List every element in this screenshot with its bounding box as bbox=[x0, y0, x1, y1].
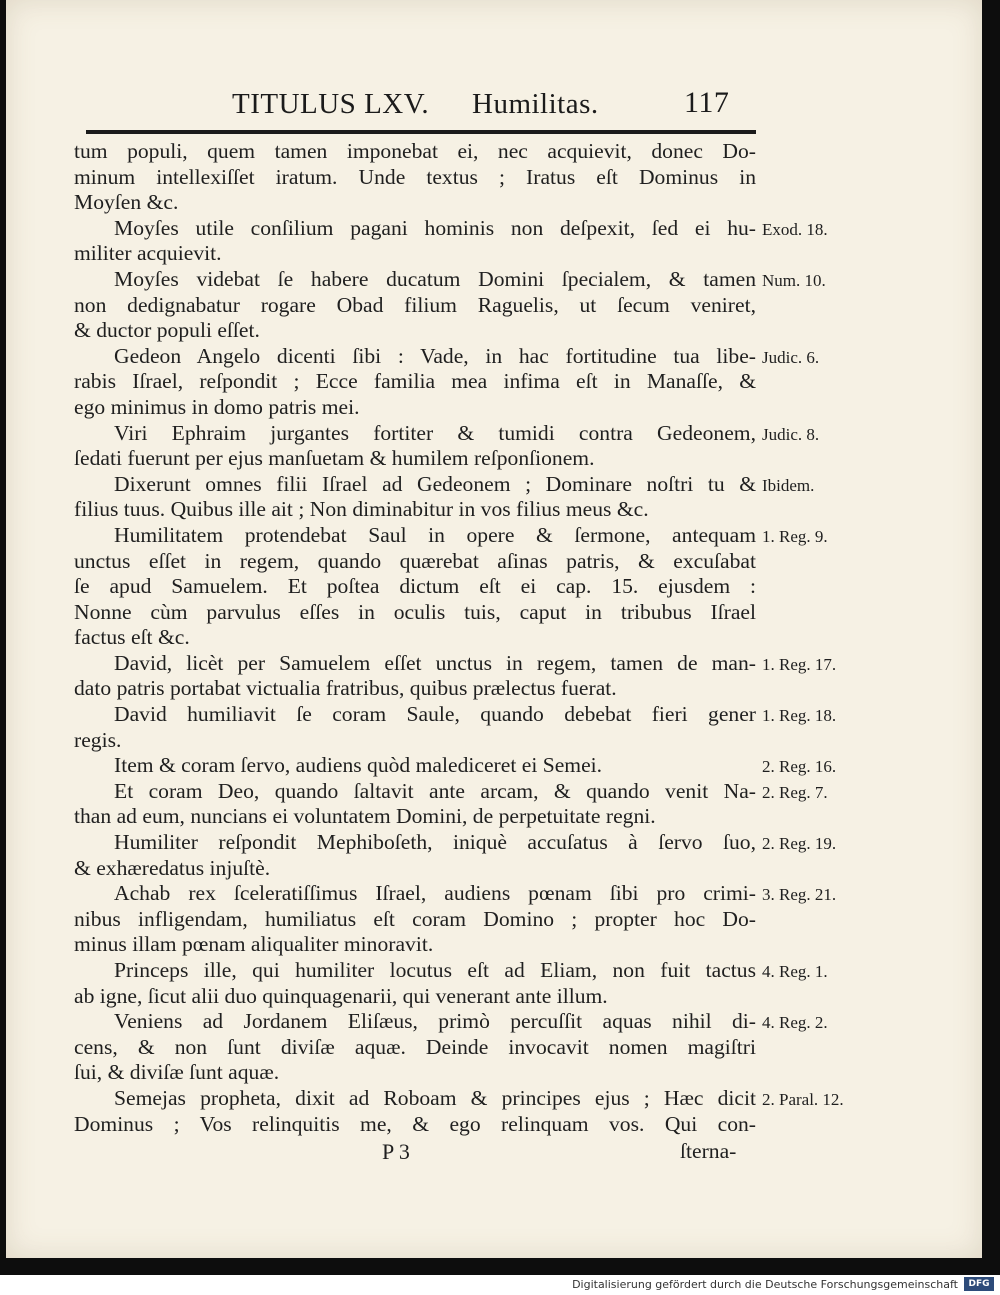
text-line: David humiliavit ſe coram Saule, quando debebat fieri gener bbox=[114, 702, 756, 727]
margin-reference: 1. Reg. 9. bbox=[762, 527, 828, 546]
margin-reference: 2. Reg. 16. bbox=[762, 757, 837, 777]
signature-mark: P 3 bbox=[382, 1139, 410, 1164]
main-text-block bbox=[74, 139, 756, 1137]
text-line: ego minimus in domo patris mei. bbox=[74, 394, 360, 419]
text-line: ſui, & diviſæ ſunt aquæ. bbox=[74, 1060, 280, 1085]
text-line: & exhæredatus injuſtè. bbox=[74, 855, 271, 880]
footer-credit: Digitalisierung gefördert durch die Deutsche Forschungsgemeinschaft bbox=[572, 1278, 958, 1291]
text-line: nibus infligendam, humiliatus eſt coram Domino ; propter hoc Do- bbox=[74, 906, 756, 931]
text-line: Achab rex ſceleratiſſimus Iſrael, audiens pœnam ſibi pro crimi- bbox=[114, 881, 756, 906]
text-line: ab igne, ſicut alii duo quinquagenarii, qui venerant ante illum. bbox=[74, 983, 608, 1008]
margin-reference: Num. 10. bbox=[762, 271, 826, 290]
text-line: factus eſt &c. bbox=[74, 625, 190, 650]
text-line: Moyſes videbat ſe habere ducatum Domini ſpecialem, & tamen bbox=[114, 266, 756, 291]
text-line: tum populi, quem tamen imponebat ei, nec acquievit, donec Do- bbox=[74, 139, 756, 163]
text-line: Nonne cùm parvulus eſſes in oculis tuis, caput in tribubus Iſrael bbox=[74, 599, 756, 624]
text-line: unctus eſſet in regem, quando quærebat aſinas patris, & excuſabat bbox=[74, 548, 756, 573]
page-number: 117 bbox=[684, 86, 730, 119]
margin-reference: 3. Reg. 21. bbox=[762, 885, 837, 905]
text-line: Dixerunt omnes filii Iſrael ad Gedeonem ; Dominare noſtri tu & bbox=[114, 471, 756, 496]
text-line: Dominus ; Vos relinquitis me, & ego relinquam vos. Qui con- bbox=[74, 1111, 756, 1136]
text-line: minum intellexiſſet iratum. Unde textus ; Iratus eſt Dominus in bbox=[74, 164, 756, 189]
text-line: ſe apud Samuelem. Et poſtea dictum eſt ei cap. 15. ejusdem : bbox=[74, 574, 756, 599]
text-line: & ductor populi eſſet. bbox=[74, 318, 260, 343]
text-line: Moyſen &c. bbox=[74, 190, 179, 215]
margin-reference: 2. Reg. 19. bbox=[762, 834, 837, 854]
text-line: minus illam pœnam aliqualiter minoravit. bbox=[74, 932, 434, 957]
text-line: Veniens ad Jordanem Eliſæus, primò percuſſit aquas nihil di- bbox=[114, 1009, 756, 1034]
text-line: Viri Ephraim jurgantes fortiter & tumidi contra Gedeonem, bbox=[114, 420, 756, 445]
margin-reference: Judic. 8. bbox=[762, 424, 820, 444]
text-line: Et coram Deo, quando ſaltavit ante arcam, & quando venit Na- bbox=[114, 778, 756, 803]
text-line: David, licèt per Samuelem eſſet unctus in regem, tamen de man- bbox=[114, 650, 756, 675]
margin-reference: 4. Reg. 1. bbox=[762, 962, 828, 982]
margin-reference: Judic. 6. bbox=[762, 347, 820, 367]
margin-reference: 2. Paral. 12. bbox=[762, 1090, 844, 1110]
margin-reference: 1. Reg. 18. bbox=[762, 706, 837, 726]
text-line: militer acquievit. bbox=[74, 241, 222, 266]
margin-reference: Exod. 18. bbox=[762, 219, 828, 239]
dfg-logo-icon: DFG bbox=[964, 1277, 994, 1291]
text-line: regis. bbox=[74, 727, 122, 752]
running-header bbox=[232, 86, 742, 126]
catchword: ſterna- bbox=[680, 1139, 737, 1163]
text-line: Princeps ille, qui humiliter locutus eſt ad Eliam, non fuit tactus bbox=[114, 958, 756, 982]
text-line: cens, & non ſunt diviſæ aquæ. Deinde invocavit nomen magiſtri bbox=[74, 1034, 756, 1059]
text-line: Item & coram ſervo, audiens quòd malediceret ei Semei. bbox=[114, 753, 603, 778]
text-line: dato patris portabat victualia fratribus, quibus prælectus fuerat. bbox=[74, 676, 617, 701]
text-line: than ad eum, nuncians ei voluntatem Domini, de perpetuitate regni. bbox=[74, 804, 656, 829]
digitization-footer bbox=[0, 1275, 1000, 1295]
text-line: Semejas propheta, dixit ad Roboam & principes ejus ; Hæc dicit bbox=[114, 1085, 756, 1110]
header-title: TITULUS LXV. bbox=[232, 88, 430, 120]
margin-reference: 2. Reg. 7. bbox=[762, 783, 828, 802]
text-line: filius tuus. Quibus ille ait ; Non diminabitur in vos filius meus &c. bbox=[74, 497, 649, 522]
text-line: Gedeon Angelo dicenti ſibi : Vade, in hac fortitudine tua libe- bbox=[114, 343, 756, 368]
margin-reference: 4. Reg. 2. bbox=[762, 1013, 828, 1033]
text-line: non dedignabatur rogare Obad filium Raguelis, ut ſecum veniret, bbox=[74, 292, 756, 317]
header-subject: Humilitas. bbox=[472, 88, 599, 120]
margin-reference: 1. Reg. 17. bbox=[762, 655, 837, 674]
text-line: ſedati fuerunt per ejus manſuetam & humilem reſponſionem. bbox=[74, 446, 595, 471]
text-line: Humilitatem protendebat Saul in opere & ſermone, antequam bbox=[114, 522, 756, 547]
text-line: Moyſes utile conſilium pagani hominis non deſpexit, ſed ei hu- bbox=[114, 215, 756, 240]
text-line: Humiliter reſpondit Mephiboſeth, iniquè accuſatus à ſervo ſuo, bbox=[114, 830, 756, 855]
header-rule bbox=[86, 130, 756, 134]
text-line: rabis Iſrael, reſpondit ; Ecce familia mea infima eſt in Manaſſe, & bbox=[74, 369, 756, 394]
margin-reference: Ibidem. bbox=[762, 475, 815, 495]
